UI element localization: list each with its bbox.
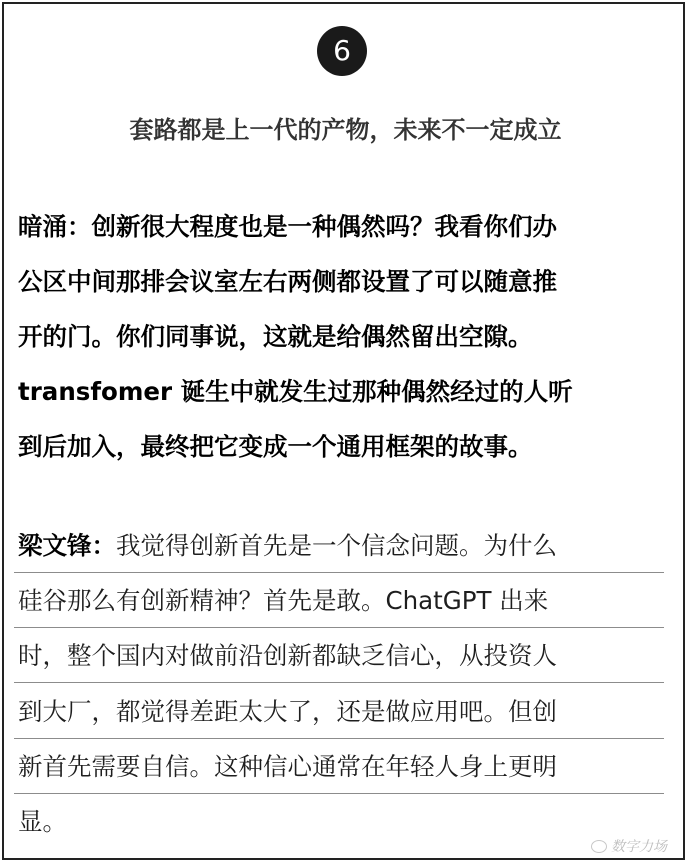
question-line: transfomer 诞生中就发生过那种偶然经过的人听 xyxy=(18,377,573,406)
ruled-line xyxy=(14,738,664,739)
question-line: 暗涌：创新很大程度也是一种偶然吗？我看你们办 xyxy=(18,212,557,241)
section-number-badge: 6 xyxy=(317,26,367,76)
answer-line: 到大厂，都觉得差距太大了，还是做应用吧。但创 xyxy=(18,697,557,726)
answer-line: 显。 xyxy=(18,807,67,836)
ruled-line xyxy=(14,793,664,794)
answer-line: 硅谷那么有创新精神？首先是敢。ChatGPT 出来 xyxy=(18,586,549,615)
question-line: 开的门。你们同事说，这就是给偶然留出空隙。 xyxy=(18,322,533,351)
answer-line: 新首先需要自信。这种信心通常在年轻人身上更明 xyxy=(18,752,557,781)
weibo-icon xyxy=(591,840,607,853)
question-line: 公区中间那排会议室左右两侧都设置了可以随意推 xyxy=(18,267,557,296)
ruled-line xyxy=(14,682,664,683)
answer-line-text: 我觉得创新首先是一个信念问题。为什么 xyxy=(116,531,557,560)
answer-line: 时，整个国内对做前沿创新都缺乏信心，从投资人 xyxy=(18,641,557,670)
section-subtitle: 套路都是上一代的产物，未来不一定成立 xyxy=(129,116,562,144)
watermark xyxy=(591,836,667,856)
answer-line xyxy=(18,531,557,560)
ruled-line xyxy=(14,572,664,573)
answer-speaker: 梁文锋： xyxy=(18,531,116,560)
question-line: 到后加入，最终把它变成一个通用框架的故事。 xyxy=(18,432,533,461)
ruled-line xyxy=(14,627,664,628)
watermark-text: 数字力场 xyxy=(611,839,667,855)
